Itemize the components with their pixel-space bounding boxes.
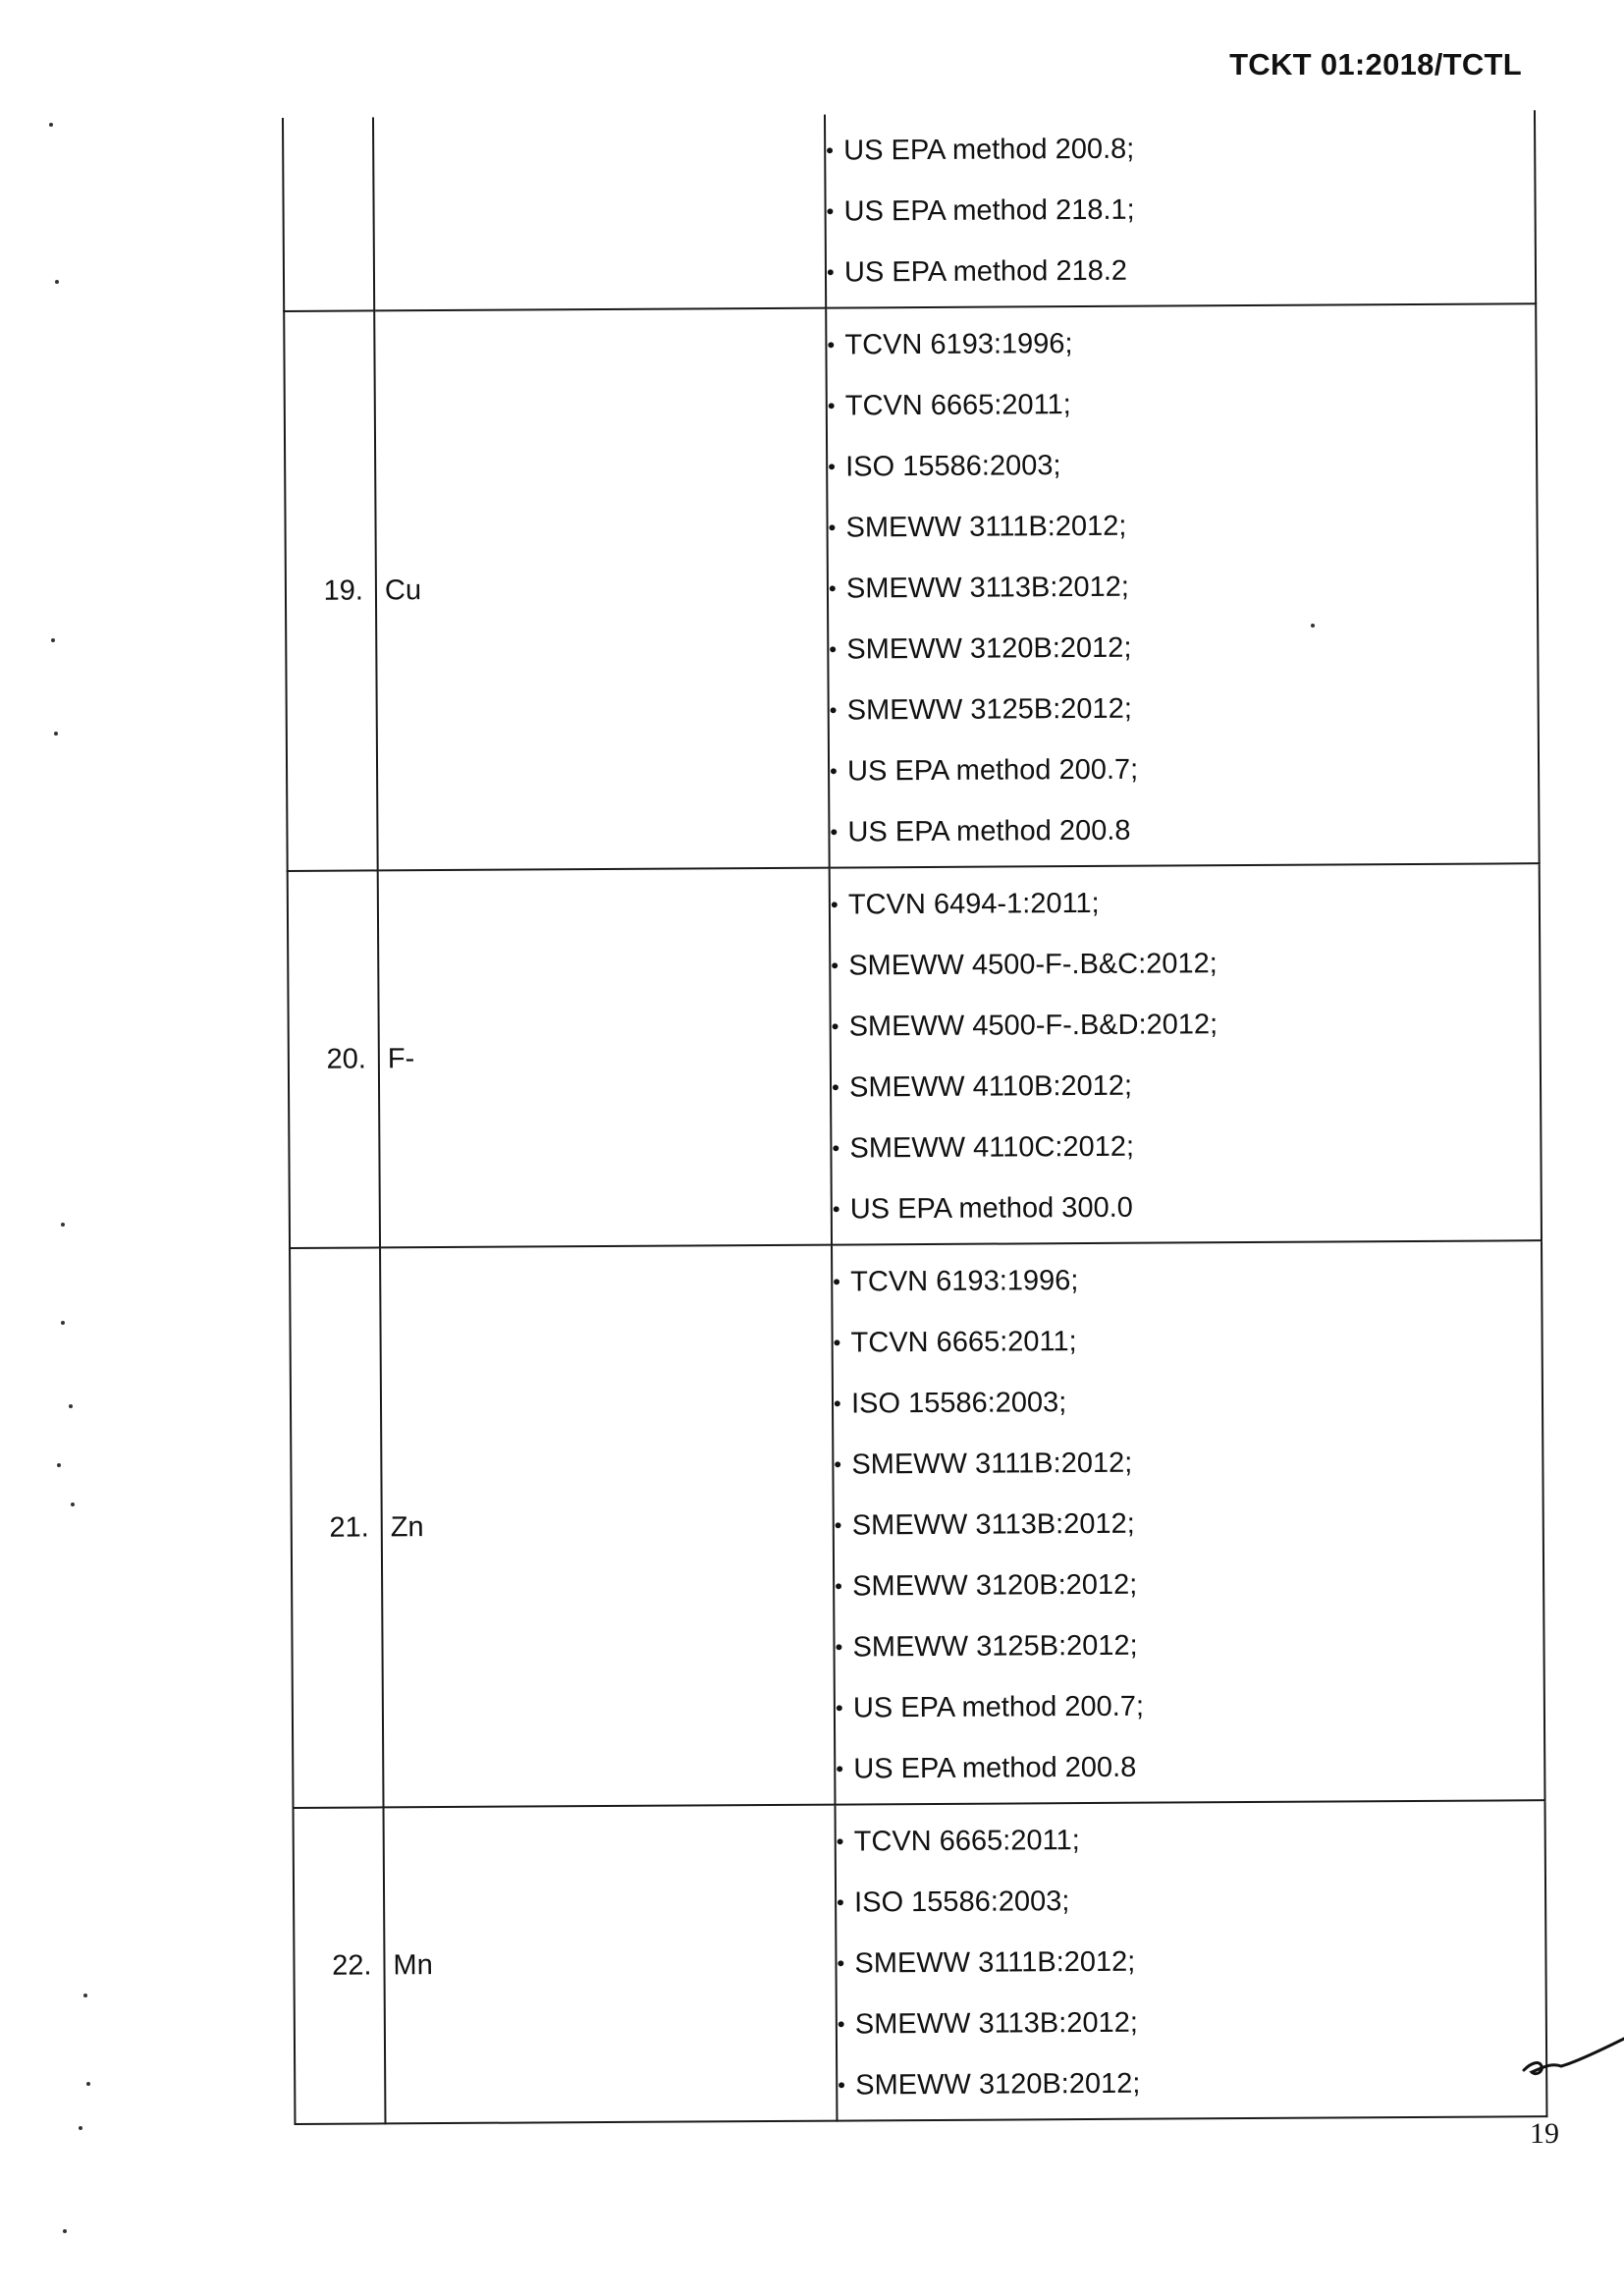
method-item: • US EPA method 200.8 [836,1734,1543,1799]
scan-speck [57,1463,61,1467]
scan-speck [79,2126,82,2130]
page-number: 19 [1530,2117,1559,2150]
method-item: • ISO 15586:2003; [837,1868,1544,1933]
method-item: • SMEWW 3120B:2012; [829,615,1537,680]
method-item: • ISO 15586:2003; [828,432,1536,497]
row-number [283,117,374,311]
method-list [833,1247,1543,1799]
scan-speck [1311,624,1315,628]
method-list-cell [830,863,1542,1244]
method-list-cell [825,110,1536,307]
method-item: • US EPA method 200.8 [830,797,1538,862]
method-list [831,870,1541,1239]
method-item: • US EPA method 218.2 [827,238,1535,302]
method-item: • ISO 15586:2003; [834,1369,1542,1434]
scan-speck [49,123,53,127]
row-number: 21. [290,1247,383,1808]
scan-speck [55,280,59,284]
scan-speck [54,732,58,736]
method-item: • SMEWW 3125B:2012; [835,1613,1543,1677]
method-list [837,1807,1546,2115]
table-row-continued [283,110,1536,311]
method-item: • SMEWW 4500-F-.B&D:2012; [831,992,1539,1057]
parameter-name: Zn [380,1245,835,1808]
method-item: • SMEWW 3111B:2012; [828,493,1536,558]
method-item: • SMEWW 3120B:2012; [838,2050,1545,2115]
scan-speck [61,1321,65,1325]
parameter-name: Cu [374,308,829,871]
scan-speck [69,1404,73,1408]
method-item: • US EPA method 218.1; [826,177,1534,242]
scan-speck [83,1994,87,1997]
method-item: • TCVN 6193:1996; [827,310,1535,375]
method-item: • US EPA method 200.8; [826,116,1534,181]
method-item: • SMEWW 4110C:2012; [832,1114,1540,1178]
method-item: • SMEWW 3111B:2012; [837,1929,1544,1994]
method-item: • TCVN 6494-1:2011; [831,870,1539,935]
method-item: • SMEWW 3120B:2012; [835,1552,1543,1616]
scan-speck [51,638,55,642]
table-row-mn [294,1800,1547,2124]
method-list [826,116,1535,302]
method-item: • TCVN 6193:1996; [833,1247,1541,1312]
method-item: • SMEWW 3111B:2012; [834,1430,1542,1495]
method-item: • US EPA method 300.0 [833,1175,1541,1239]
method-list [827,310,1538,862]
row-number: 22. [294,1807,386,2124]
method-list-cell [836,1800,1547,2120]
method-item: • TCVN 6665:2011; [833,1308,1541,1373]
method-list-cell [826,303,1539,867]
test-methods-table [282,110,1547,2125]
row-number: 20. [288,870,380,1248]
scan-speck [86,2082,90,2086]
parameter-name: Mn [384,1805,838,2124]
scan-speck [71,1503,75,1506]
method-item: • SMEWW 3113B:2012; [835,1491,1543,1556]
row-number: 19. [284,310,377,871]
method-item: • TCVN 6665:2011; [828,371,1536,436]
method-item: • SMEWW 3113B:2012; [829,554,1537,619]
scan-speck [61,1223,65,1227]
signature-mark [1522,2033,1624,2082]
parameter-name [373,115,826,311]
method-item: • SMEWW 3125B:2012; [830,676,1538,740]
method-list-cell [832,1240,1544,1804]
document-code: TCKT 01:2018/TCTL [1229,47,1522,82]
table-row-f [288,863,1542,1248]
table-row-zn [290,1240,1544,1808]
method-item: • SMEWW 4110B:2012; [832,1053,1540,1118]
scan-speck [63,2229,67,2233]
method-item: • US EPA method 200.7; [836,1673,1543,1738]
method-item: • TCVN 6665:2011; [837,1807,1544,1872]
parameter-name: F- [378,868,832,1248]
method-item: • US EPA method 200.7; [830,737,1538,801]
method-item: • SMEWW 4500-F-.B&C:2012; [831,931,1539,996]
table-row-cu [284,303,1539,871]
method-item: • SMEWW 3113B:2012; [838,1990,1545,2054]
